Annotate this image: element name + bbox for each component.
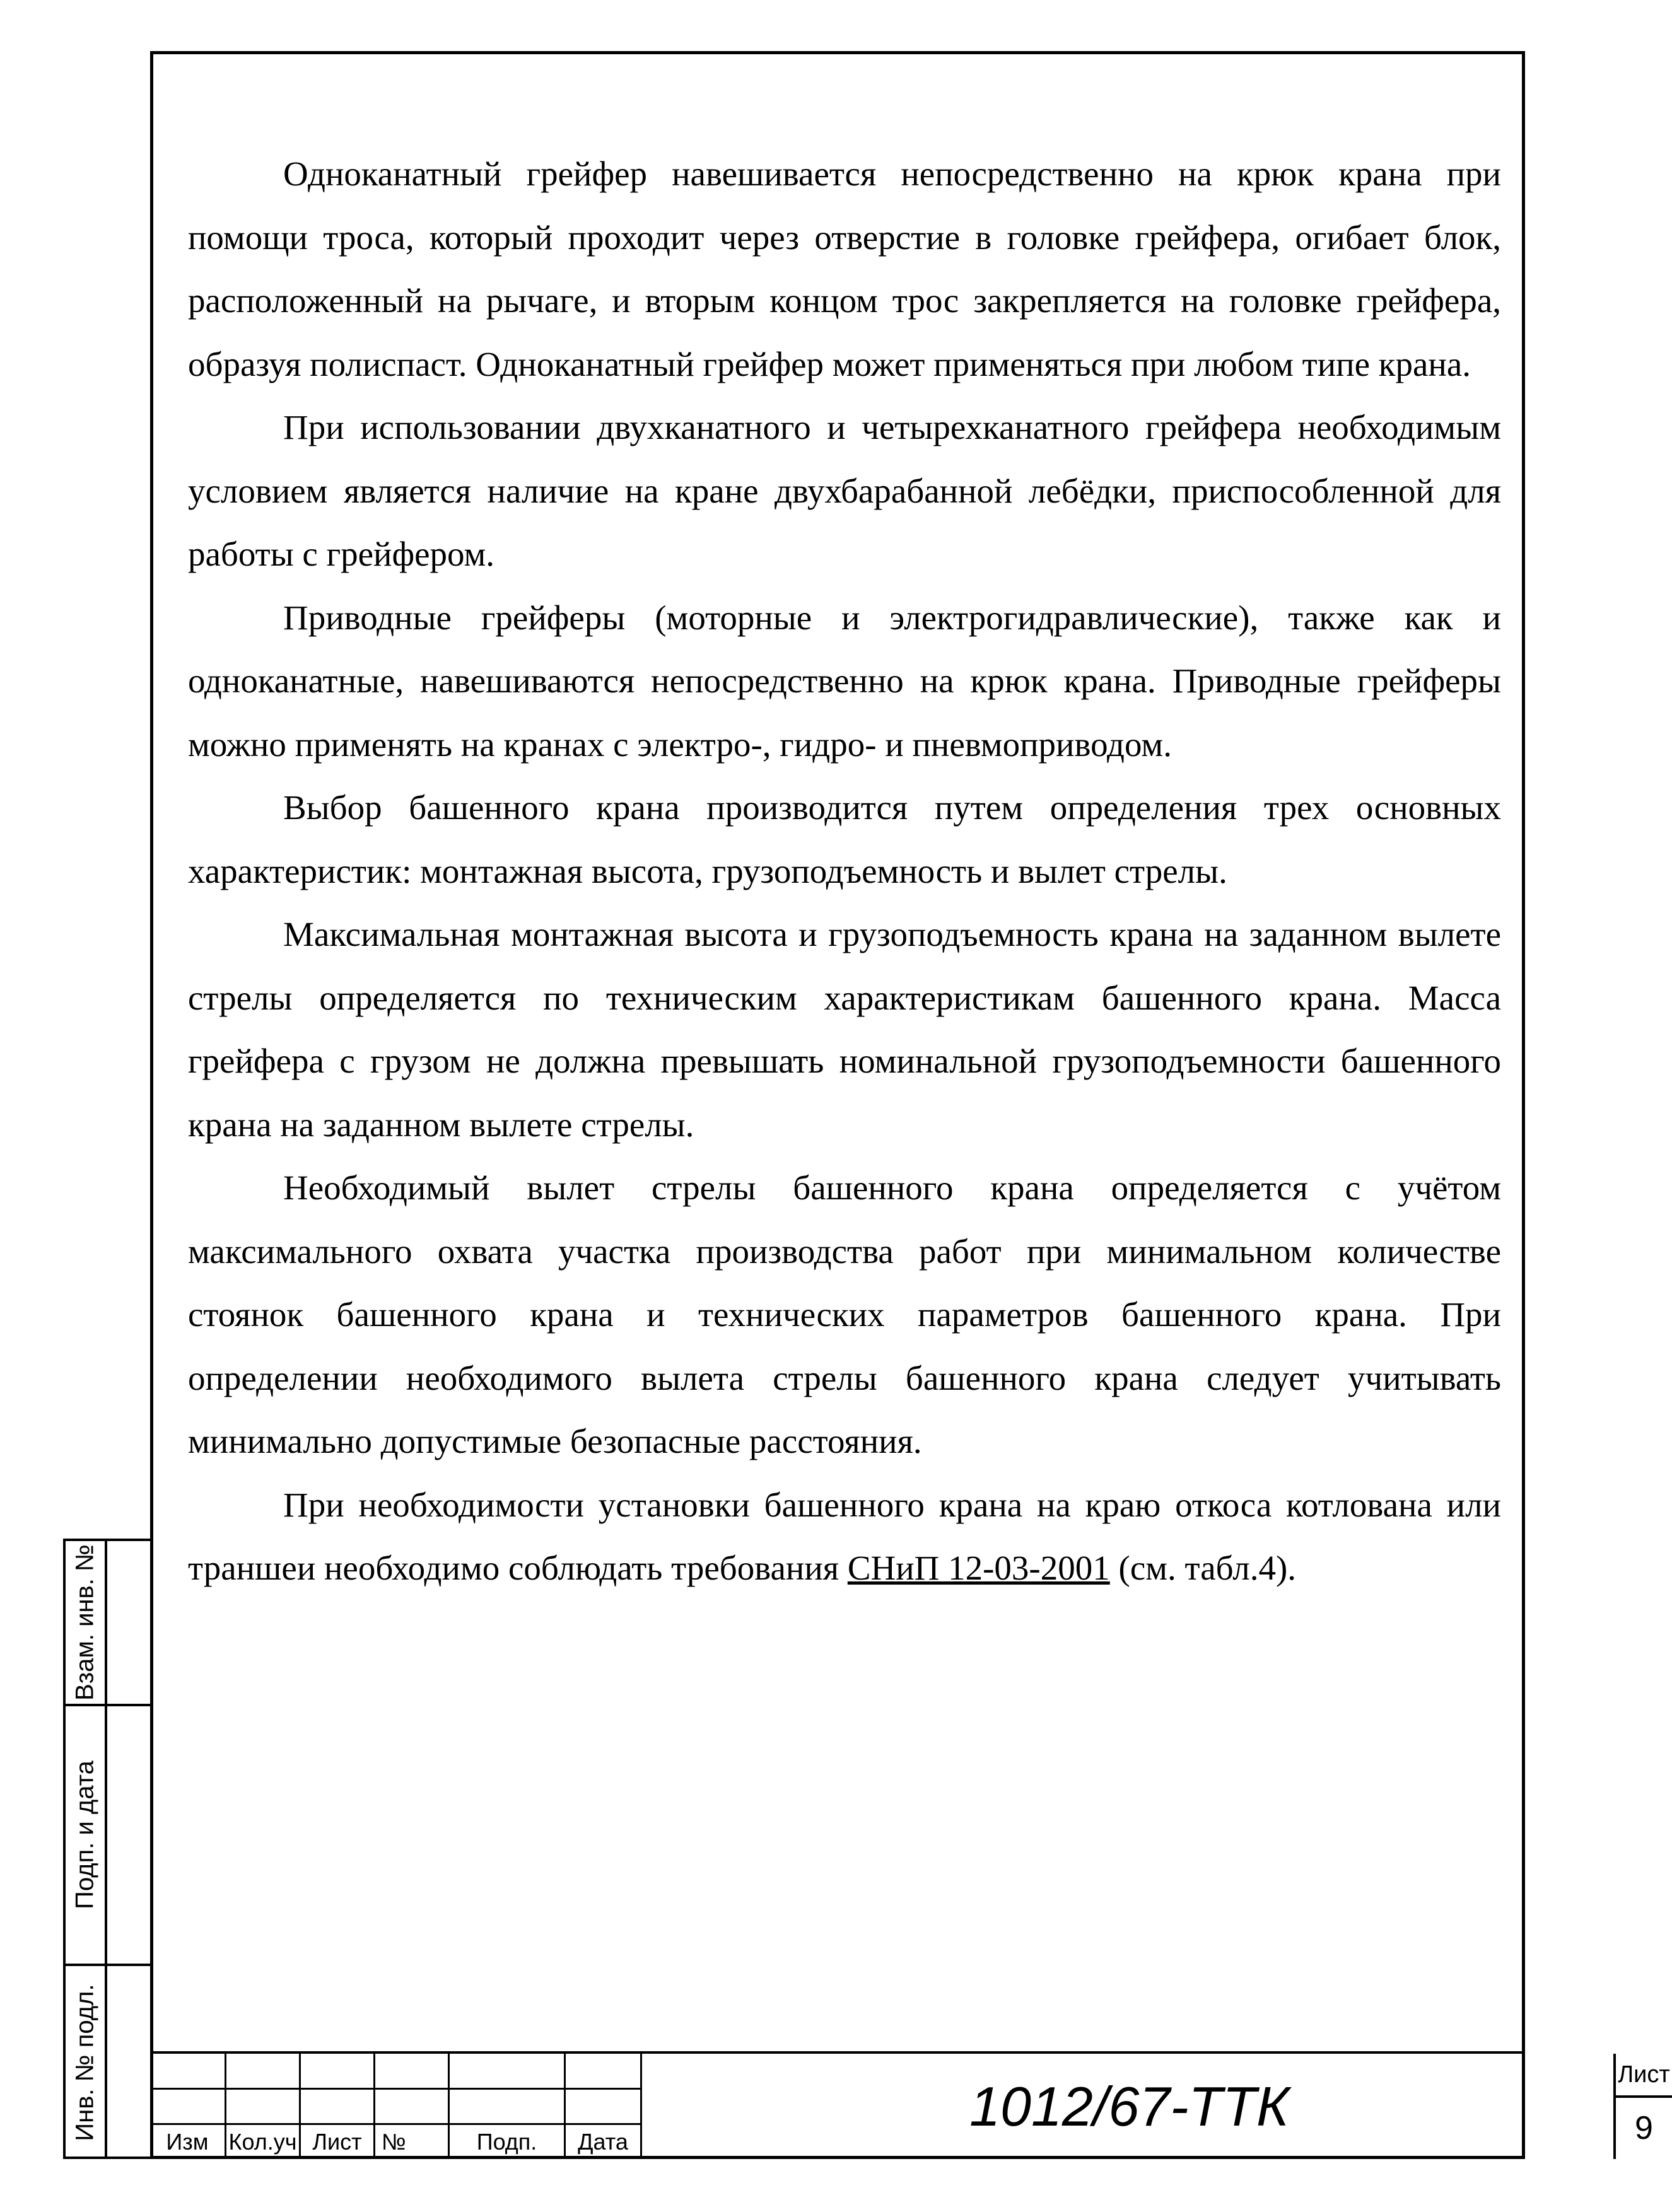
side-cell-original bbox=[66, 1966, 151, 2159]
paragraph-5: Максимальная монтажная высота и грузоподъемность крана на заданном вылете стрелы определяется по техническим характеристикам башенного крана. Масса грейфера с грузом не должна превышать номинальной грузоподъемности башенного крана на заданном вылете стрелы. bbox=[188, 915, 1501, 1144]
sheet-number: 9 bbox=[1635, 2110, 1653, 2146]
col-header-list: Лист bbox=[312, 2129, 362, 2155]
side-label-signature-date: Подп. и дата bbox=[71, 1761, 99, 1909]
col-header-date: Дата bbox=[578, 2129, 628, 2155]
side-cell-replacement bbox=[66, 1541, 151, 1706]
col-header-kol-uch: Кол.уч bbox=[228, 2129, 297, 2155]
paragraph-6: Необходимый вылет стрелы башенного крана определяется с учётом максимального охвата участка производства работ при минимальном количестве стоянок башенного крана и технических параметров башенного крана. При определении необходимого вылета стрелы башенного крана следует учитывать минимально допустимые безопасные расстояния. bbox=[188, 1168, 1501, 1460]
title-block bbox=[150, 2051, 1670, 2159]
paragraph-7 bbox=[188, 1474, 1501, 1600]
col-header-number: № bbox=[382, 2129, 406, 2155]
side-label-replacement-inv: Взам. инв. № bbox=[71, 1544, 99, 1701]
side-cell-signature bbox=[66, 1706, 151, 1966]
paragraph-4: Выбор башенного крана производится путем определения трех основных характеристик: монтажная высота, грузоподъемность и вылет стрелы. bbox=[188, 788, 1501, 890]
col-header-izm: Изм bbox=[166, 2129, 209, 2155]
sheet-box bbox=[1613, 2054, 1672, 2159]
paragraph-2: При использовании двухканатного и четырехканатного грейфера необходимым условием является наличие на кране двухбарабанной лебёдки, приспособленной для работы с грейфером. bbox=[188, 408, 1501, 573]
revision-table bbox=[150, 2054, 642, 2159]
col-header-signature: Подп. bbox=[476, 2129, 537, 2155]
side-stamp bbox=[63, 1539, 151, 2159]
sheet-label: Лист bbox=[1616, 2054, 1672, 2098]
paragraph-3: Приводные грейферы (моторные и электрогидравлические), также как и одноканатные, навешиваются непосредственно на крюк крана. Приводные грейферы можно применять на кранах с электро-, гидро- и пневмоприводом. bbox=[188, 598, 1501, 764]
paragraph-7-text: При необходимости установки башенного крана на краю откоса котлована или траншеи необходимо соблюдать требования bbox=[188, 1485, 1501, 1587]
paragraph-1: Одноканатный грейфер навешивается непосредственно на крюк крана при помощи троса, который проходит через отверстие в головке грейфера, огибает блок, расположенный на рычаге, и вторым концом трос закрепляется на головке грейфера, образуя полиспаст. Одноканатный грейфер может применяться при любом типе крана. bbox=[188, 154, 1501, 383]
document-body bbox=[188, 143, 1501, 1600]
paragraph-7-tail: (см. табл.4). bbox=[1109, 1549, 1297, 1587]
side-label-original-inv: Инв. № подл. bbox=[71, 1984, 99, 2141]
snip-link[interactable]: СНиП 12-03-2001 bbox=[847, 1549, 1110, 1587]
document-code: 1012/67-ТТК bbox=[969, 2075, 1289, 2138]
